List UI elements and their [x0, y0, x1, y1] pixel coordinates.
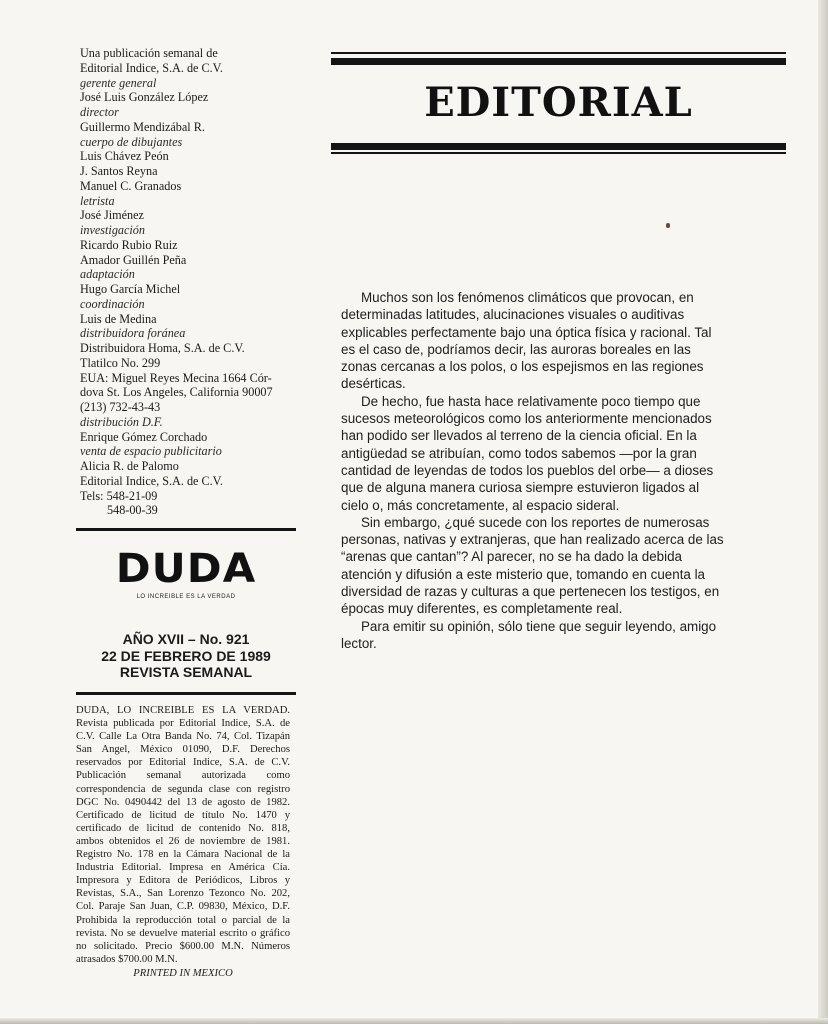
masthead-role: investigación: [80, 223, 145, 237]
page-bottom-edge: [0, 1018, 828, 1024]
masthead-line: Distribuidora Homa, S.A. de C.V.: [80, 341, 245, 355]
editorial-paragraph: Para emitir su opinión, sólo tiene que seguir leyendo, amigo lector.: [341, 618, 717, 651]
paper-speck: [666, 223, 670, 228]
page-edge: [818, 0, 828, 1024]
masthead-divider-bottom: [76, 692, 296, 695]
masthead-role: letrista: [80, 193, 115, 208]
masthead-line: J. Santos Reyna: [80, 164, 158, 178]
masthead-line: dova St. Los Angeles, California 90007: [80, 385, 273, 400]
editorial-rule-top-thick: [331, 58, 786, 65]
editorial-body: [341, 289, 727, 652]
masthead-line: Luis de Medina: [80, 311, 157, 326]
masthead-line: Amador Guillén Peña: [80, 252, 187, 267]
issue-info: [76, 631, 296, 681]
editorial-paragraph: De hecho, fue hasta hace relativamente poco tiempo que sucesos meteorológicos como los anteriormente mencionados han podido ser llevados al terreno de la ciencia oficial. En la antigüedad se atribuían, como todos sabemos —por la gran cantidad de leyendas de todos los pueblos del orbe— a dioses que de alguna manera curiosa siempre estuvieron ligados al cielo o, más concretamente, al espacio sideral.: [341, 393, 714, 513]
masthead-line: (213) 732-43-43: [80, 400, 161, 414]
masthead-line: José Jiménez: [80, 208, 144, 223]
issue-year-number: AÑO XVII – No. 921: [122, 631, 250, 647]
masthead-line: Guillermo Mendizábal R.: [80, 119, 205, 134]
masthead-line: Manuel C. Granados: [80, 178, 182, 193]
duda-logo-wordmark: DUDA: [115, 546, 257, 592]
masthead-line: Una publicación semanal de: [80, 46, 218, 60]
legal-notice-text: DUDA, LO INCREIBLE ES LA VERDAD. Revista publicada por Editorial Indice, S.A. de C.V. Calle La Otra Banda No. 74, Col. Tizapán San Angel, México 01090, D.F. Derechos reservados por Editorial Indice, S.A. de C.V. Publicación semanal autorizada como correspondencia de segunda clase con registro DGC No. 0490442 del 13 de agosto de 1982. Certificado de licitud de título No. 1470 y certificado de licitud de contenido No. 818, ambos obtenidos el 26 de noviembre de 1981. Registro No. 178 en la Cámara Nacional de la Industria Editorial. Impresa en América Cía. Impresora y Editora de Periódicos, Libros y Revistas, S.A., San Lorenzo Tezonco No. 202, Col. Paraje San Juan, C.P. 09830, México, D.F. Prohibida la reproducción total o parcial de la revista. No se devuelve material escrito o gráfico no solicitado. Precio $600.00 M.N. Números atrasados $700.00 M.N.: [76, 705, 290, 965]
masthead-line: Tels: 548-21-09: [80, 488, 158, 503]
issue-date: 22 DE FEBRERO DE 1989: [101, 647, 271, 664]
masthead-role: cuerpo de dibujantes: [80, 134, 183, 149]
duda-logo-tagline: LO INCREIBLE ES LA VERDAD: [136, 594, 236, 600]
masthead-line: Luis Chávez Peón: [80, 149, 169, 164]
duda-logo: [76, 548, 296, 600]
issue-kind: REVISTA SEMANAL: [119, 664, 253, 680]
masthead-line: Tlatilco No. 299: [80, 355, 161, 370]
editorial-rule-top-thin: [331, 52, 786, 54]
masthead-line: Enrique Gómez Corchado: [80, 429, 208, 444]
editorial-paragraph: Muchos son los fenómenos climáticos que provocan, en determinadas latitudes, alucinaciones visuales o auditivas explicables perfectamente bajo una óptica física y racional. Tal es el caso de, podríamos decir, las auroras boreales en las zonas cercanas a los polos, o los espejismos en las regiones desérticas.: [341, 290, 712, 392]
masthead-line: Alicia R. de Palomo: [80, 459, 179, 473]
editorial-rule-bottom-thin: [331, 152, 786, 154]
masthead-line: Editorial Indice, S.A. de C.V.: [80, 473, 223, 488]
masthead-line: José Luis González López: [80, 90, 209, 105]
masthead-credits: [80, 46, 295, 518]
masthead-role: director: [80, 105, 119, 119]
masthead-role: coordinación: [80, 296, 145, 311]
masthead-line: Editorial Indice, S.A. de C.V.: [80, 60, 223, 75]
masthead-line: EUA: Miguel Reyes Mecina 1664 Cór-: [80, 370, 272, 385]
masthead-role: gerente general: [80, 75, 157, 90]
printed-in-mexico: PRINTED IN MEXICO: [133, 967, 233, 979]
masthead-line: Hugo García Michel: [80, 282, 181, 296]
masthead-role: venta de espacio publicitario: [80, 444, 222, 459]
editorial-rule-bottom-thick: [331, 143, 786, 150]
masthead-role: distribución D.F.: [80, 414, 163, 429]
masthead-role: adaptación: [80, 267, 135, 282]
editorial-title: EDITORIAL: [424, 79, 693, 126]
legal-notice: [76, 704, 290, 980]
editorial-paragraph: Sin embargo, ¿qué sucede con los reportes de numerosas personas, nativas y extranjeras, que han realizado acerca de las “arenas que cantan”? Al parecer, no se ha dado la debida atención y difusión a este misterio que, tomando en cuenta la diversidad de razas y culturas a que pertenecen los testigos, en épocas muy diferentes, es completamente real.: [341, 514, 724, 617]
masthead-role: distribuidora foránea: [80, 326, 186, 341]
masthead-divider-top: [76, 528, 296, 531]
masthead-line: 548-00-39: [107, 503, 158, 518]
masthead-line: Ricardo Rubio Ruiz: [80, 237, 178, 252]
